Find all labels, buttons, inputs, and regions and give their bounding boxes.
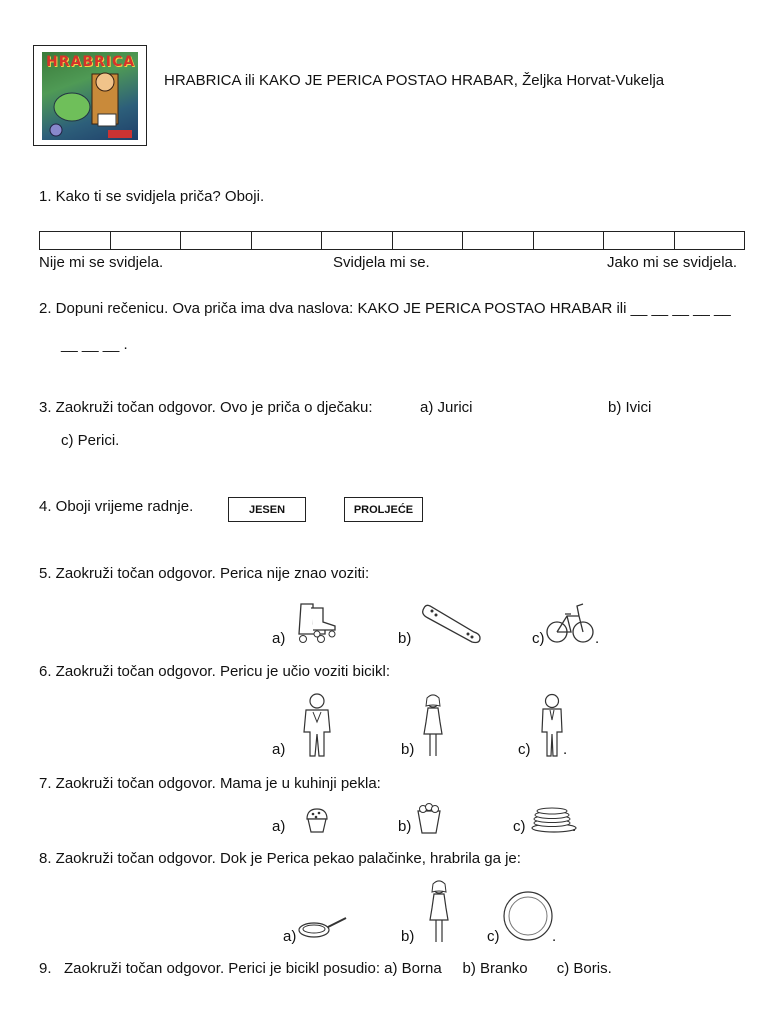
question-6: 6. Zaokruži točan odgovor. Pericu je učio voziti bicikl:	[39, 663, 390, 680]
answer-8c[interactable]: c)	[487, 928, 500, 945]
grandfather-icon	[300, 692, 334, 758]
frying-pan-icon	[298, 914, 350, 940]
answer-5b[interactable]: b)	[398, 630, 412, 647]
rating-cell-8[interactable]	[534, 232, 605, 249]
answer-7c[interactable]: c)	[513, 818, 526, 835]
question-8: 8. Zaokruži točan odgovor. Dok je Perica pekao palačinke, hrabrila ga je:	[39, 850, 521, 867]
cover-title: HRABRICA	[46, 54, 136, 70]
answer-3b[interactable]: b) Ivici	[608, 399, 652, 416]
question-9: 9. Zaokruži točan odgovor. Perici je bicikl posudio: a) Borna b) Branko c) Boris.	[39, 960, 612, 977]
answer-5a[interactable]: a)	[272, 630, 286, 647]
answer-6c[interactable]: c)	[518, 741, 531, 758]
answer-3a[interactable]: a) Jurici	[420, 399, 473, 416]
question-3: 3. Zaokruži točan odgovor. Ovo je priča o dječaku:	[39, 399, 373, 416]
answer-8-end: .	[552, 928, 557, 945]
popcorn-icon	[415, 803, 443, 835]
book-cover-image	[33, 45, 147, 146]
question-7: 7. Zaokruži točan odgovor. Mama je u kuhinji pekla:	[39, 775, 381, 792]
question-1: 1. Kako ti se svidjela priča? Oboji.	[39, 188, 265, 205]
plate-icon	[502, 890, 554, 942]
rating-cell-10[interactable]	[675, 232, 745, 249]
rating-cell-7[interactable]	[463, 232, 534, 249]
answer-5c[interactable]: c)	[532, 630, 545, 647]
cover-art	[42, 52, 138, 140]
answer-7-end: .	[572, 818, 577, 835]
answer-6b[interactable]: b)	[401, 741, 415, 758]
answer-7b[interactable]: b)	[398, 818, 412, 835]
answer-3c[interactable]: c) Perici.	[61, 432, 120, 449]
skateboard-icon	[418, 602, 484, 646]
bicycle-icon	[545, 596, 595, 646]
answer-8a[interactable]: a)	[283, 928, 297, 945]
answer-8b[interactable]: b)	[401, 928, 415, 945]
scale-label-middle: Svidjela mi se.	[333, 254, 430, 271]
question-2: 2. Dopuni rečenicu. Ova priča ima dva naslova: KAKO JE PERICA POSTAO HRABAR ili __ __ __ __ __	[39, 300, 731, 317]
page-title: HRABRICA ili KAKO JE PERICA POSTAO HRABAR, Željka Horvat-Vukelja	[164, 72, 665, 89]
rating-cell-2[interactable]	[111, 232, 182, 249]
question-5: 5. Zaokruži točan odgovor. Perica nije znao voziti:	[39, 565, 370, 582]
rating-cell-4[interactable]	[252, 232, 323, 249]
rating-cell-6[interactable]	[393, 232, 464, 249]
question-2-blank-line[interactable]: __ __ __ .	[61, 336, 128, 353]
season-jesen-box[interactable]: JESEN	[228, 497, 306, 522]
man-icon	[538, 692, 566, 758]
answer-5-end: .	[595, 630, 600, 647]
answer-7a[interactable]: a)	[272, 818, 286, 835]
rating-cell-9[interactable]	[604, 232, 675, 249]
cover-illustration	[42, 52, 138, 140]
answer-6a[interactable]: a)	[272, 741, 286, 758]
woman-icon	[420, 692, 446, 758]
rating-cell-3[interactable]	[181, 232, 252, 249]
pancakes-icon	[530, 806, 578, 834]
rating-cell-1[interactable]	[40, 232, 111, 249]
scale-label-left: Nije mi se svidjela.	[39, 254, 164, 271]
season-proljece-box[interactable]: PROLJEĆE	[344, 497, 423, 522]
answer-6-end: .	[563, 741, 568, 758]
muffin-icon	[303, 806, 331, 834]
rating-cell-5[interactable]	[322, 232, 393, 249]
rating-scale[interactable]	[39, 231, 745, 250]
roller-skates-icon	[295, 600, 341, 644]
question-4: 4. Oboji vrijeme radnje.	[39, 498, 194, 515]
woman-icon	[425, 878, 453, 944]
scale-label-right: Jako mi se svidjela.	[607, 254, 738, 271]
